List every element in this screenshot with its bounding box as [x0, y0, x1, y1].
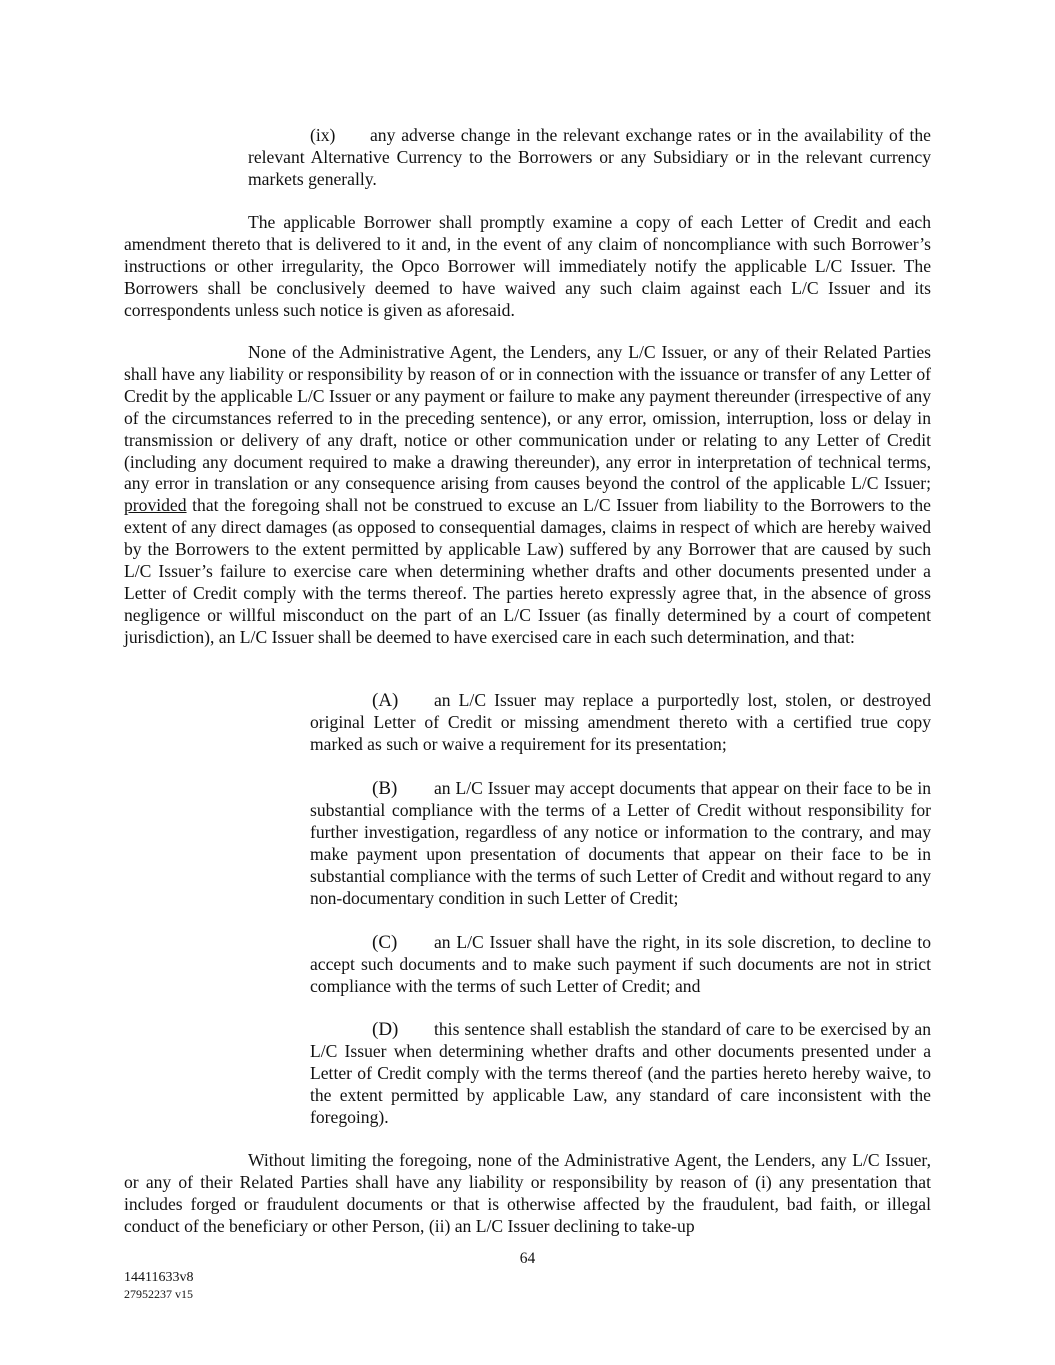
- clause-a-label: (A): [372, 690, 399, 711]
- clause-c-label: (C): [372, 932, 398, 953]
- document-id-primary: 14411633v8: [124, 1270, 194, 1285]
- clause-d: [310, 1019, 931, 1129]
- clause-b: [310, 778, 931, 909]
- page-number: 64: [519, 1250, 536, 1267]
- paragraph-no-liability-part1: None of the Administrative Agent, the Lenders, any L/C Issuer, or any of their Related Parties shall have any liability or responsibility by reason of or in connection with the issuance or transfer of any Letter of Credit by the applicable L/C Issuer or any payment or failure to make any payment thereunder (irrespective of any of the circumstances referred to in the preceding sentence), or any error, omission, interruption, loss or delay in transmission or delivery of any draft, notice or other communication under or relating to any Letter of Credit (including any document required to make a drawing thereunder), any error in interpretation of technical terms, any error in translation or any consequence arising from causes beyond the control of the applicable L/C Issuer;: [124, 342, 931, 494]
- clause-ix-label: (ix): [310, 125, 336, 145]
- clause-c-text: an L/C Issuer shall have the right, in its sole discretion, to decline to accept such documents and to make such payment if such documents are not in strict compliance with the terms of such Letter of Credit; and: [310, 932, 931, 996]
- provided-term: provided: [124, 495, 187, 516]
- paragraph-without-limiting: Without limiting the foregoing, none of the Administrative Agent, the Lenders, any L/C Issuer, or any of their Related Parties shall have any liability or responsibility by reason of (i) any presentation that includes forged or fraudulent documents or that is otherwise affected by the fraudulent, bad faith, or illegal conduct of the beneficiary or other Person, (ii) an L/C Issuer declining to take-up: [124, 1150, 931, 1236]
- clause-d-text: this sentence shall establish the standard of care to be exercised by an L/C Issuer when determining whether drafts and other documents presented under a Letter of Credit comply with the terms thereof (and the parties hereto hereby waive, to the extent permitted by applicable Law, any standard of care inconsistent with the foregoing).: [310, 1019, 931, 1127]
- paragraph-no-liability-part2: that the foregoing shall not be construed to excuse an L/C Issuer from liability to the Borrowers to the extent of any direct damages (as opposed to consequential damages, claims in respect of which are hereby waived by the Borrowers to the extent permitted by applicable Law) suffered by any Borrower that are caused by such L/C Issuer’s failure to exercise care when determining whether drafts and other documents presented under a Letter of Credit comply with the terms thereof. The parties hereto expressly agree that, in the absence of gross negligence or willful misconduct on the part of an L/C Issuer (as finally determined by a court of competent jurisdiction), an L/C Issuer shall be deemed to have exercised care in each such determination, and that:: [124, 495, 931, 647]
- clause-c: [310, 932, 931, 998]
- clause-a: [310, 690, 931, 756]
- paragraph-no-liability: [124, 342, 931, 649]
- clause-d-label: (D): [372, 1019, 399, 1040]
- clause-b-text: an L/C Issuer may accept documents that appear on their face to be in substantial compliance with the terms of a Letter of Credit without responsibility for further investigation, regardless of any notice or information to the contrary, and may make payment upon presentation of documents that appear on their face to be in substantial compliance with the terms of such Letter of Credit and without regard to any non-documentary condition in such Letter of Credit;: [310, 778, 931, 908]
- clause-a-text: an L/C Issuer may replace a purportedly lost, stolen, or destroyed original Letter of Credit or missing amendment thereto with a certified true copy marked as such or waive a requirement for its presentation;: [310, 690, 931, 754]
- clause-ix: [248, 125, 931, 191]
- clause-b-label: (B): [372, 778, 398, 799]
- clause-ix-text: any adverse change in the relevant exchange rates or in the availability of the relevant Alternative Currency to the Borrowers or any Subsidiary or in the relevant currency markets generally.: [248, 125, 931, 189]
- paragraph-examine-letter: The applicable Borrower shall promptly examine a copy of each Letter of Credit and each amendment thereto that is delivered to it and, in the event of any claim of noncompliance with such Borrower’s instructions or other irregularity, the Opco Borrower will immediately notify the applicable L/C Issuer. The Borrowers shall be conclusively deemed to have waived any such claim against each L/C Issuer and its correspondents unless such notice is given as aforesaid.: [124, 212, 931, 320]
- document-id-secondary: 27952237 v15: [124, 1287, 193, 1301]
